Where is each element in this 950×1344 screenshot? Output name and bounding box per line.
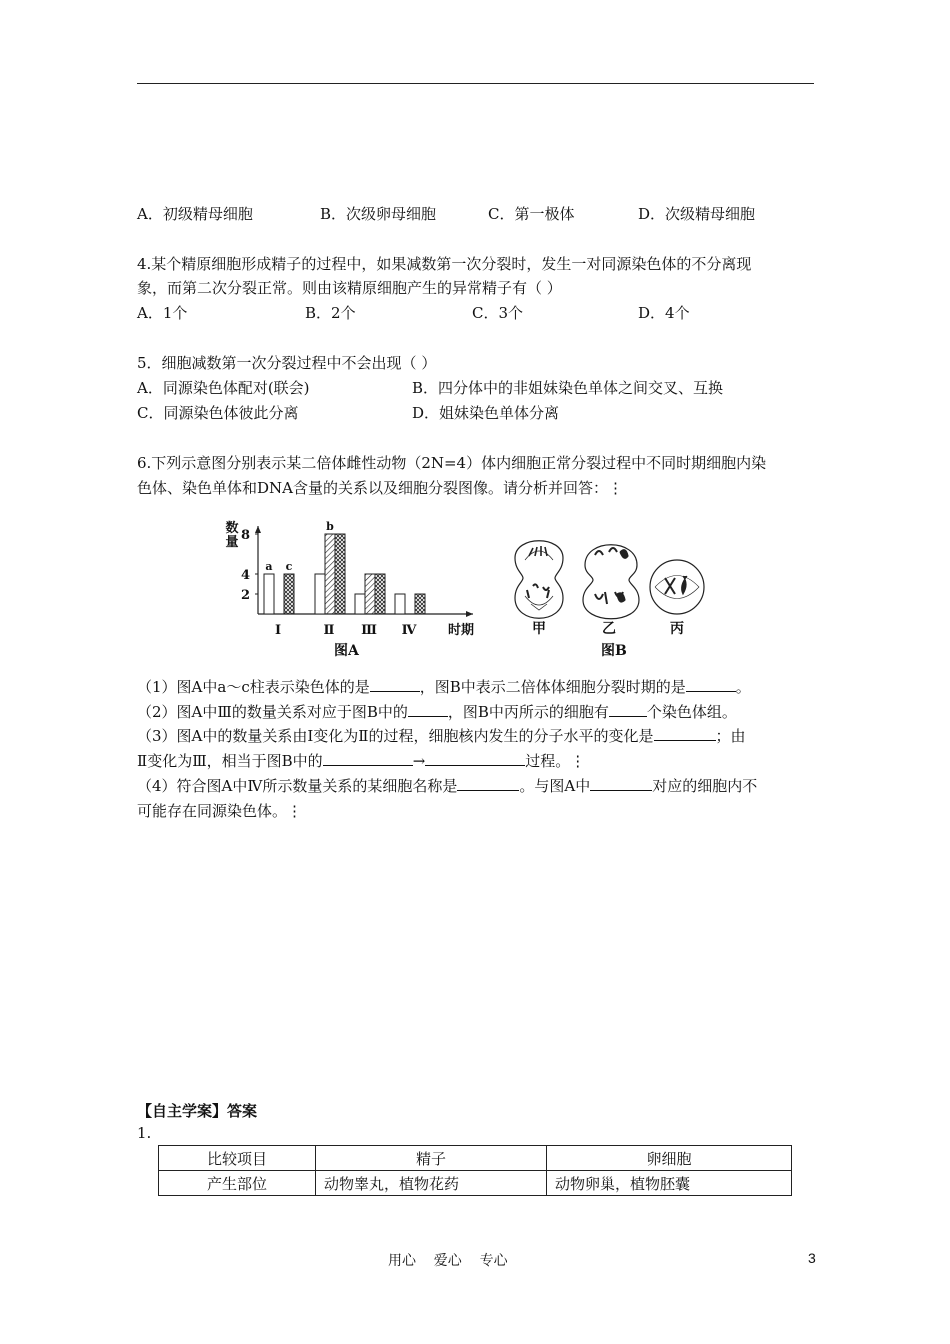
x-tick-label: Ⅰ: [274, 623, 282, 638]
y-axis-label: 数: [225, 521, 239, 536]
y-axis-arrow: [255, 526, 261, 533]
q4-option-c: C．3个: [472, 304, 524, 322]
q5-option-b: B．四分体中的非姐妹染色单体之间交叉、互换: [412, 379, 724, 397]
answer-blank[interactable]: [323, 751, 413, 766]
table-cell: 卵细胞: [547, 1146, 792, 1171]
q6-sub3-text-e: 过程。⋮: [525, 752, 586, 770]
q6-sub4-text-c: 对应的细胞内不: [652, 777, 758, 795]
q6-sub4-text-a: （4）符合图A中Ⅳ所示数量关系的某细胞名称是: [137, 777, 458, 795]
answer-blank[interactable]: [457, 776, 519, 791]
q4-option-a: A．1个: [137, 304, 188, 322]
q6-sub1: [137, 676, 751, 697]
cell-bing-drawing: [650, 560, 704, 614]
bar-a: [355, 594, 365, 614]
q6-sub3-arrow: →: [412, 752, 426, 770]
q5-stem: 5．细胞减数第一次分裂过程中不会出现（ ）: [137, 354, 437, 372]
x-tick-label: Ⅳ: [401, 623, 417, 638]
answer-blank[interactable]: [654, 726, 716, 741]
q6-stem-line1: 6.下列示意图分别表示某二倍体雌性动物（2N=4）体内细胞正常分裂过程中不同时期细胞内染: [137, 454, 767, 472]
bar-c: [375, 574, 385, 614]
q6-sub3-line2: [137, 750, 585, 771]
bar-letter-b: b: [326, 520, 334, 533]
answer-blank[interactable]: [590, 776, 652, 791]
q4-option-d: D．4个: [638, 304, 690, 322]
q6-sub1-text-a: （1）图A中a～c柱表示染色体的是: [137, 678, 370, 696]
table-cell: 精子: [316, 1146, 547, 1171]
table-cell: 产生部位: [159, 1171, 316, 1196]
figure-a-chart: [222, 520, 482, 660]
table-row: [159, 1171, 792, 1196]
q4-option-b: B．2个: [305, 304, 356, 322]
q6-sub2-text-c: 个染色体组。: [646, 703, 737, 721]
bar-a: [395, 594, 405, 614]
q3-option-b: B．次级卵母细胞: [320, 205, 437, 223]
y-axis-label: 量: [225, 535, 239, 550]
q6-sub1-text-c: 。: [735, 678, 751, 696]
q6-sub3-text-a: （3）图A中的数量关系由Ⅰ变化为Ⅱ的过程，细胞核内发生的分子水平的变化是: [137, 727, 654, 745]
cell-label-yi: 乙: [602, 621, 616, 637]
q6-sub4-text-b: 。与图A中: [519, 777, 591, 795]
x-axis-label: 时期: [447, 623, 475, 638]
q6-stem-line2: 色体、染色单体和DNA含量的关系以及细胞分裂图像。请分析并回答：⋮: [137, 479, 623, 497]
bar-c: [284, 574, 294, 614]
q6-sub2-text-b: ，图B中丙所示的细胞有: [447, 703, 609, 721]
table-row: [159, 1146, 792, 1171]
x-axis-arrow: [466, 611, 473, 617]
bar-letter-c: c: [285, 560, 293, 573]
x-tick-label: Ⅱ: [323, 623, 335, 638]
cell-label-jia: 甲: [532, 621, 546, 637]
q5-option-a: A．同源染色体配对(联会): [137, 379, 310, 397]
cell-jia-drawing: [515, 541, 563, 619]
q6-sub4-line2: 可能存在同源染色体。⋮: [137, 802, 303, 820]
q3-option-d: D．次级精母细胞: [638, 205, 756, 223]
bar-c: [415, 594, 425, 614]
answer-blank[interactable]: [425, 751, 525, 766]
answer-blank[interactable]: [609, 702, 647, 717]
bar-letter-a: a: [265, 560, 273, 573]
q5-option-d: D．姐妹染色单体分离: [412, 404, 560, 422]
table-cell: 比较项目: [159, 1146, 316, 1171]
q6-sub2: [137, 701, 737, 722]
table-cell: 动物卵巢，植物胚囊: [547, 1171, 792, 1196]
bar-b: [365, 574, 375, 614]
q6-sub3-line1: [137, 725, 746, 746]
page-number: 3: [808, 1250, 816, 1266]
footer-motto: 用心 爱心 专心: [388, 1253, 508, 1269]
y-tick-label: 8: [240, 528, 250, 543]
table-cell: 动物睾丸，植物花药: [316, 1171, 547, 1196]
answer-table: [158, 1145, 792, 1196]
q6-sub3-text-c: Ⅱ变化为Ⅲ，相当于图B中的: [137, 752, 323, 770]
q6-sub2-text-a: （2）图A中Ⅲ的数量关系对应于图B中的: [137, 703, 408, 721]
answer-blank[interactable]: [686, 677, 736, 692]
answers-number: 1.: [137, 1124, 152, 1142]
answer-blank[interactable]: [370, 677, 420, 692]
x-tick-label: Ⅲ: [361, 623, 377, 638]
answers-heading: 【自主学案】答案: [137, 1102, 258, 1120]
header-rule: [137, 83, 814, 84]
bar-a: [315, 574, 325, 614]
y-tick-label: 4: [240, 568, 250, 583]
q3-option-a: A．初级精母细胞: [137, 205, 253, 223]
q3-option-c: C．第一极体: [488, 205, 575, 223]
bar-a: [264, 574, 274, 614]
figure-a-caption: 图A: [334, 643, 359, 659]
y-tick-label: 2: [240, 588, 250, 603]
answer-blank[interactable]: [408, 702, 448, 717]
figure-b-caption: 图B: [601, 643, 627, 659]
cell-label-bing: 丙: [670, 621, 684, 637]
q6-sub3-text-b: ；由: [715, 727, 746, 745]
q5-option-c: C．同源染色体彼此分离: [137, 404, 299, 422]
q6-sub1-text-b: ，图B中表示二倍体体细胞分裂时期的是: [419, 678, 686, 696]
bar-c: [335, 534, 345, 614]
q4-stem-line2: 象，而第二次分裂正常。则由该精原细胞产生的异常精子有（ ）: [137, 279, 562, 297]
bar-b: [325, 534, 335, 614]
q4-stem-line1: 4.某个精原细胞形成精子的过程中，如果减数第一次分裂时，发生一对同源染色体的不分离现: [137, 255, 752, 273]
cell-yi-drawing: [583, 545, 639, 619]
q6-sub4-line1: [137, 775, 757, 796]
